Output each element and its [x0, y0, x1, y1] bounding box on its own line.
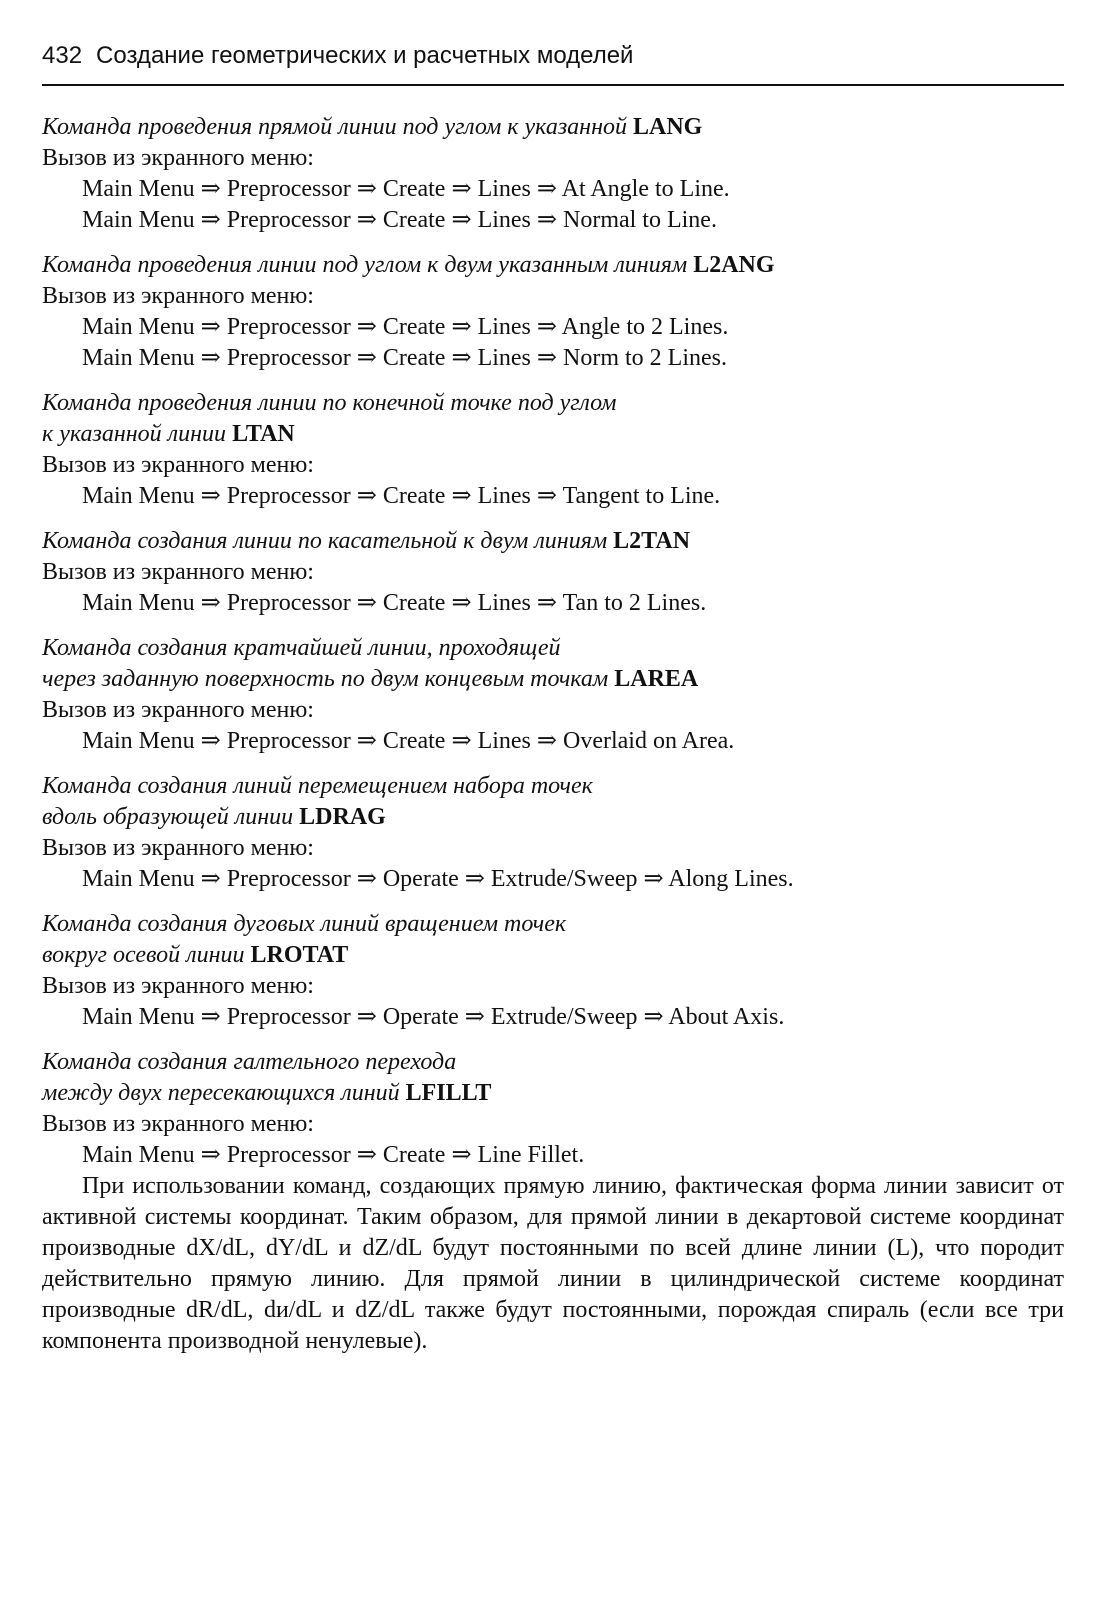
- command-title: [42, 526, 1064, 557]
- command-title: [42, 909, 1064, 971]
- command-title: [42, 633, 1064, 695]
- command-name: LTAN: [232, 421, 295, 447]
- menu-path: Main Menu ⇒ Preprocessor ⇒ Operate ⇒ Extrude/Sweep ⇒ Along Lines.: [82, 866, 794, 892]
- menu-path: Main Menu ⇒ Preprocessor ⇒ Create ⇒ Lines ⇒ Norm to 2 Lines.: [82, 345, 727, 371]
- menu-path: Main Menu ⇒ Preprocessor ⇒ Create ⇒ Lines ⇒ Overlaid on Area.: [82, 728, 735, 754]
- command-name: LAREA: [614, 666, 699, 692]
- command-section: [42, 388, 1064, 512]
- menu-path: Main Menu ⇒ Preprocessor ⇒ Create ⇒ Lines ⇒ At Angle to Line.: [82, 176, 730, 202]
- command-title: [42, 771, 1064, 833]
- running-title: Создание геометрических и расчетных моделей: [96, 42, 634, 69]
- command-section: [42, 526, 1064, 619]
- menu-call-label: Вызов из экранного меню:: [42, 835, 314, 861]
- command-section: [42, 909, 1064, 1033]
- page-header: [42, 40, 1062, 72]
- command-name: LFILLT: [405, 1080, 492, 1106]
- command-title-line: Команда создания дуговых линий вращением точек: [42, 911, 567, 937]
- command-title-line: через заданную поверхность по двум концевым точкам LAREA: [42, 666, 699, 692]
- menu-path: Main Menu ⇒ Preprocessor ⇒ Create ⇒ Line Fillet.: [82, 1142, 585, 1168]
- menu-call-label: Вызов из экранного меню:: [42, 559, 314, 585]
- menu-call-label: Вызов из экранного меню:: [42, 1111, 314, 1137]
- header-rule: [42, 84, 1064, 86]
- command-title-line: Команда проведения линии под углом к двум указанным линиям L2ANG: [42, 252, 775, 278]
- command-name: LROTAT: [250, 942, 349, 968]
- page-number: 432: [42, 42, 83, 69]
- command-title: [42, 250, 1064, 281]
- command-title-line: между двух пересекающихся линий LFILLT: [42, 1080, 492, 1106]
- menu-path: Main Menu ⇒ Preprocessor ⇒ Operate ⇒ Extrude/Sweep ⇒ About Axis.: [82, 1004, 785, 1030]
- command-title-line: Команда проведения прямой линии под углом к указанной LANG: [42, 114, 703, 140]
- command-title-line: вокруг осевой линии LROTAT: [42, 942, 349, 968]
- menu-path: Main Menu ⇒ Preprocessor ⇒ Create ⇒ Lines ⇒ Tangent to Line.: [82, 483, 721, 509]
- command-title-line: к указанной линии LTAN: [42, 421, 295, 447]
- command-section: [42, 112, 1064, 236]
- command-section: [42, 1047, 1064, 1171]
- page-content: [42, 112, 1064, 1357]
- command-name: L2ANG: [693, 252, 775, 278]
- menu-call-label: Вызов из экранного меню:: [42, 973, 314, 999]
- command-name: LDRAG: [299, 804, 386, 830]
- command-section: [42, 771, 1064, 895]
- command-name: L2TAN: [613, 528, 691, 554]
- command-title: [42, 388, 1064, 450]
- command-title-line: Команда проведения линии по конечной точке под углом: [42, 390, 617, 416]
- menu-call-label: Вызов из экранного меню:: [42, 145, 314, 171]
- command-title: [42, 112, 1064, 143]
- menu-path: Main Menu ⇒ Preprocessor ⇒ Create ⇒ Lines ⇒ Angle to 2 Lines.: [82, 314, 729, 340]
- command-name: LANG: [633, 114, 703, 140]
- command-title-line: Команда создания галтельного перехода: [42, 1049, 457, 1075]
- command-title-line: Команда создания линий перемещением набора точек: [42, 773, 593, 799]
- command-section: [42, 633, 1064, 757]
- menu-path: Main Menu ⇒ Preprocessor ⇒ Create ⇒ Lines ⇒ Tan to 2 Lines.: [82, 590, 707, 616]
- body-paragraph: При использовании команд, создающих прямую линию, фактическая форма линии зависит от активной системы координат. Таким образом, для прямой линии в декартовой системе координат производные dX/dL, dY/dL и dZ/dL будут постоянными по всей длине линии (L), что породит действительно прямую линию. Для прямой линии в цилиндрической системе координат производные dR/dL, dи/dL и dZ/dL также будут постоянными, порождая спираль (если все три компонента производной ненулевые).: [42, 1173, 1064, 1354]
- command-title: [42, 1047, 1064, 1109]
- menu-call-label: Вызов из экранного меню:: [42, 697, 314, 723]
- menu-path: Main Menu ⇒ Preprocessor ⇒ Create ⇒ Lines ⇒ Normal to Line.: [82, 207, 717, 233]
- command-title-line: Команда создания линии по касательной к двум линиям L2TAN: [42, 528, 691, 554]
- command-section: [42, 250, 1064, 374]
- menu-call-label: Вызов из экранного меню:: [42, 283, 314, 309]
- menu-call-label: Вызов из экранного меню:: [42, 452, 314, 478]
- command-title-line: вдоль образующей линии LDRAG: [42, 804, 386, 830]
- command-title-line: Команда создания кратчайшей линии, проходящей: [42, 635, 561, 661]
